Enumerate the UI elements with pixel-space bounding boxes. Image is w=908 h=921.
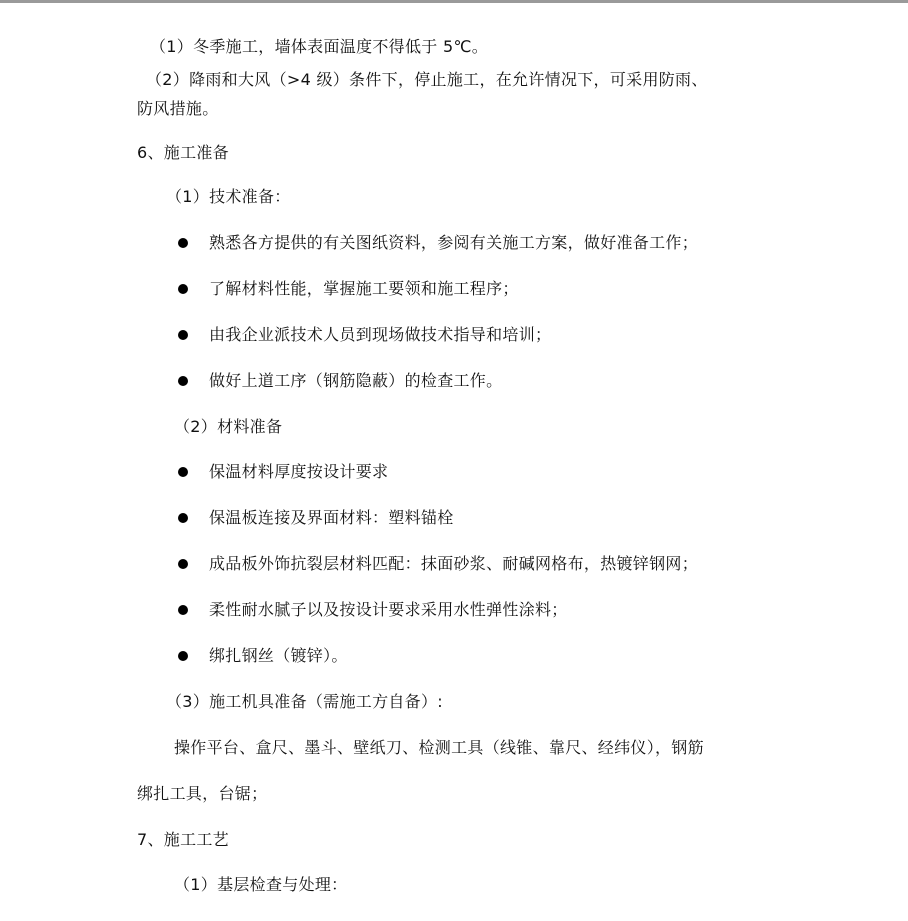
list-item-text: 柔性耐水腻子以及按设计要求采用水性弹性涂料； xyxy=(209,600,568,619)
subheading-material-preparation: （2）材料准备 xyxy=(174,417,283,436)
paragraph-winter-construction: （1）冬季施工，墙体表面温度不得低于 5℃。 xyxy=(150,37,489,56)
bullet-icon xyxy=(178,513,188,523)
list-item-text: 成品板外饰抗裂层材料匹配：抹面砂浆、耐碱网格布，热镀锌钢网； xyxy=(209,554,699,573)
bullet-icon xyxy=(178,376,188,386)
list-item-text: 保温板连接及界面材料：塑料锚栓 xyxy=(209,508,454,527)
list-item xyxy=(178,462,388,482)
bullet-icon xyxy=(178,651,188,661)
list-item-text: 了解材料性能，掌握施工要领和施工程序； xyxy=(209,279,519,298)
list-item xyxy=(178,600,568,620)
bullet-icon xyxy=(178,284,188,294)
list-item-text: 做好上道工序（钢筋隐蔽）的检查工作。 xyxy=(209,371,503,390)
subheading-base-inspection: （1）基层检查与处理： xyxy=(174,875,348,894)
list-item xyxy=(178,279,519,299)
paragraph-tools-line2: 绑扎工具，台锯； xyxy=(137,784,268,803)
subheading-technical-preparation: （1）技术准备： xyxy=(166,187,291,206)
bullet-icon xyxy=(178,238,188,248)
bullet-icon xyxy=(178,559,188,569)
bullet-icon xyxy=(178,605,188,615)
section-heading-process: 7、施工工艺 xyxy=(137,830,229,849)
paragraph-rain-wind-line2: 防风措施。 xyxy=(137,99,219,118)
list-item-text: 由我企业派技术人员到现场做技术指导和培训； xyxy=(209,325,552,344)
list-item xyxy=(178,371,502,391)
paragraph-tools-line1: 操作平台、盒尺、墨斗、壁纸刀、检测工具（线锥、靠尺、经纬仪），钢筋 xyxy=(174,738,704,757)
top-border xyxy=(0,0,908,3)
subheading-tool-preparation: （3）施工机具准备（需施工方自备）: xyxy=(166,692,443,711)
list-item xyxy=(178,508,454,528)
list-item-text: 熟悉各方提供的有关图纸资料，参阅有关施工方案，做好准备工作； xyxy=(209,233,699,252)
paragraph-rain-wind-line1: （2）降雨和大风（>4 级）条件下，停止施工，在允许情况下，可采用防雨、 xyxy=(146,70,708,89)
list-item xyxy=(178,233,698,253)
list-item xyxy=(178,325,551,345)
section-heading-preparation: 6、施工准备 xyxy=(137,143,229,162)
list-item-text: 绑扎钢丝（镀锌）。 xyxy=(209,646,348,665)
list-item-text: 保温材料厚度按设计要求 xyxy=(209,462,389,481)
bullet-icon xyxy=(178,467,188,477)
bullet-icon xyxy=(178,330,188,340)
list-item xyxy=(178,646,348,666)
list-item xyxy=(178,554,698,574)
